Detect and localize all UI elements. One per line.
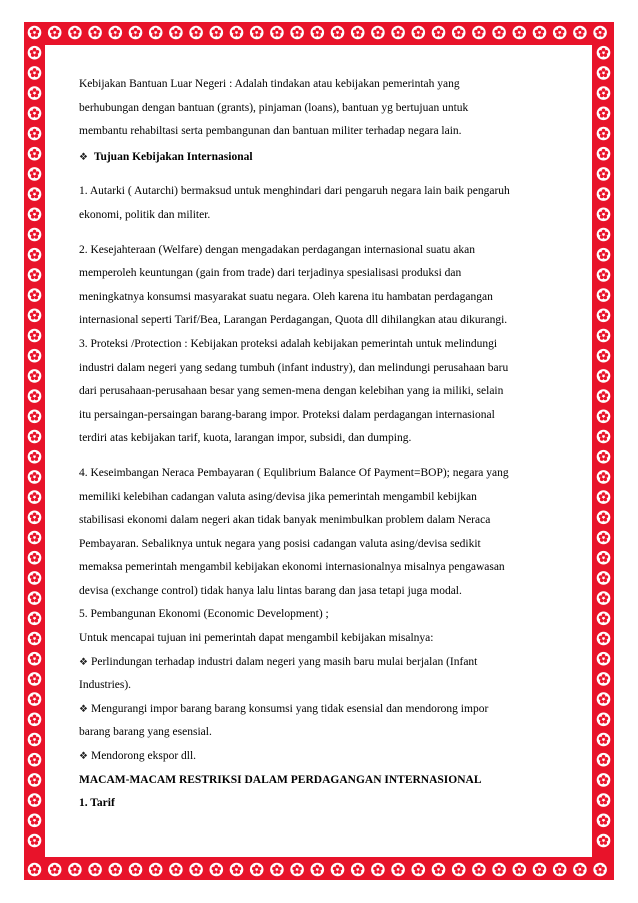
intro-line-2: berhubungan dengan bantuan (grants), pinjaman (loans), bantuan yg bertujuan untuk xyxy=(79,101,469,114)
flower-motif-icon xyxy=(371,26,385,40)
flower-motif-icon xyxy=(391,863,405,877)
flower-motif-icon xyxy=(432,26,446,40)
flower-motif-icon xyxy=(597,773,611,787)
item4-line-3: stabilisasi ekonomi dalam negeri akan tidak banyak menimbulkan problem dalam Neraca xyxy=(79,514,491,527)
flower-motif-icon xyxy=(28,127,42,141)
flower-motif-icon xyxy=(189,863,203,877)
heading-tarif-text: 1. Tarif xyxy=(79,797,115,810)
flower-motif-icon xyxy=(28,329,42,343)
flower-motif-icon xyxy=(311,863,325,877)
flower-motif-icon xyxy=(597,692,611,706)
flower-motif-icon xyxy=(492,863,506,877)
flower-motif-icon xyxy=(597,834,611,848)
flower-motif-icon xyxy=(28,814,42,828)
flower-motif-icon xyxy=(28,531,42,545)
document-body xyxy=(79,73,569,816)
flower-motif-icon xyxy=(597,268,611,282)
flower-motif-icon xyxy=(597,46,611,60)
flower-motif-icon xyxy=(28,773,42,787)
item4-line-4: Pembayaran. Sebaliknya untuk negara yang posisi cadangan valuta asing/devisa sedikit xyxy=(79,537,481,550)
item3-line-1: 3. Proteksi /Protection : Kebijakan proteksi adalah kebijakan pemerintah untuk melindungi xyxy=(79,337,498,350)
flower-motif-icon xyxy=(597,369,611,383)
flower-motif-icon xyxy=(28,349,42,363)
flower-motif-icon xyxy=(28,511,42,525)
flower-motif-icon xyxy=(28,26,42,40)
flower-motif-icon xyxy=(28,612,42,626)
bullet-text: Mendorong ekspor dll. xyxy=(90,750,197,763)
bullet-1-line-1 xyxy=(79,651,569,675)
flower-motif-icon xyxy=(270,26,284,40)
flower-motif-icon xyxy=(597,187,611,201)
flower-motif-icon xyxy=(28,863,42,877)
heading-tarif xyxy=(79,792,569,816)
item5-line-2: Untuk mencapai tujuan ini pemerintah dapat mengambil kebijakan misalnya: xyxy=(79,632,434,645)
flower-motif-icon xyxy=(351,26,365,40)
flower-motif-icon xyxy=(28,309,42,323)
flower-motif-icon xyxy=(597,329,611,343)
flower-motif-icon xyxy=(351,863,365,877)
flower-motif-icon xyxy=(149,26,163,40)
flower-motif-icon xyxy=(28,430,42,444)
flower-motif-icon xyxy=(597,430,611,444)
flower-motif-icon xyxy=(597,753,611,767)
flower-motif-icon xyxy=(573,26,587,40)
flower-motif-icon xyxy=(28,147,42,161)
item4-line-2: memiliki kelebihan cadangan valuta asing/devisa jika pemerintah mengambil kebijkan xyxy=(79,490,477,503)
intro-line-3: membantu rehabiltasi serta pembangunan dan bantuan militer terhadap negara lain. xyxy=(79,125,462,138)
flower-motif-icon xyxy=(597,713,611,727)
flower-motif-icon xyxy=(28,107,42,121)
item2-line-4: internasional seperti Tarif/Bea, Larangan Perdagangan, Quota dll dihilangkan atau dikurangi. xyxy=(79,314,508,327)
flower-motif-icon xyxy=(593,26,607,40)
flower-motif-icon xyxy=(597,490,611,504)
flower-motif-icon xyxy=(28,571,42,585)
flower-motif-icon xyxy=(28,753,42,767)
flower-motif-icon xyxy=(28,713,42,727)
flower-motif-icon xyxy=(28,187,42,201)
flower-motif-icon xyxy=(533,26,547,40)
flower-motif-icon xyxy=(597,228,611,242)
item3-line-4: itu persaingan-persaingan barang-barang impor. Proteksi dalam perdagangan internasional xyxy=(79,408,495,421)
flower-motif-icon xyxy=(331,26,345,40)
flower-motif-icon xyxy=(28,551,42,565)
flower-motif-icon xyxy=(88,26,102,40)
flower-motif-icon xyxy=(597,248,611,262)
diamond-bullet-icon: ❖ xyxy=(79,656,88,668)
flower-motif-icon xyxy=(28,208,42,222)
flower-motif-icon xyxy=(597,470,611,484)
flower-motif-icon xyxy=(597,511,611,525)
flower-motif-icon xyxy=(597,733,611,747)
flower-motif-icon xyxy=(311,26,325,40)
flower-motif-icon xyxy=(597,632,611,646)
flower-motif-icon xyxy=(597,167,611,181)
flower-motif-icon xyxy=(597,107,611,121)
flower-motif-icon xyxy=(210,26,224,40)
flower-motif-icon xyxy=(331,863,345,877)
item5-line-1: 5. Pembangunan Ekonomi (Economic Development) ; xyxy=(79,608,329,621)
flower-motif-icon xyxy=(48,863,62,877)
flower-motif-icon xyxy=(28,834,42,848)
flower-motif-icon xyxy=(230,26,244,40)
flower-motif-icon xyxy=(169,26,183,40)
flower-motif-icon xyxy=(109,26,123,40)
flower-motif-icon xyxy=(593,863,607,877)
flower-motif-icon xyxy=(597,288,611,302)
item4-line-1: 4. Keseimbangan Neraca Pembayaran ( Equlibrium Balance Of Payment=BOP); negara yang xyxy=(79,466,509,479)
flower-motif-icon xyxy=(28,66,42,80)
flower-motif-icon xyxy=(28,733,42,747)
flower-motif-icon xyxy=(28,692,42,706)
flower-motif-icon xyxy=(28,410,42,424)
flower-motif-icon xyxy=(28,632,42,646)
item3-line-5: terdiri atas kebijakan tarif, kuota, larangan impor, subsidi, dan dumping. xyxy=(79,432,412,445)
item2-line-3: meningkatnya konsumsi masyarakat suatu negara. Oleh karena itu hambatan perdagangan xyxy=(79,290,493,303)
flower-motif-icon xyxy=(597,127,611,141)
flower-motif-icon xyxy=(597,66,611,80)
flower-motif-icon xyxy=(597,410,611,424)
item4-line-5: memaksa pemerintah mengambil kebijakan ekonomi internasionalnya misalnya pengawasan xyxy=(79,561,505,574)
diamond-bullet-icon: ❖ xyxy=(79,751,88,763)
flower-motif-icon xyxy=(28,470,42,484)
flower-motif-icon xyxy=(28,793,42,807)
flower-motif-icon xyxy=(597,531,611,545)
item2-line-2: memperoleh keuntungan (gain from trade) dari terjadinya spesialisasi produksi dan xyxy=(79,267,462,280)
flower-motif-icon xyxy=(371,863,385,877)
flower-motif-icon xyxy=(48,26,62,40)
flower-motif-icon xyxy=(597,147,611,161)
flower-motif-icon xyxy=(28,450,42,464)
flower-motif-icon xyxy=(391,26,405,40)
flower-motif-icon xyxy=(533,863,547,877)
diamond-bullet-icon: ❖ xyxy=(79,703,88,715)
flower-motif-icon xyxy=(129,26,143,40)
flower-motif-icon xyxy=(553,26,567,40)
heading-macam-text: MACAM-MACAM RESTRIKSI DALAM PERDAGANGAN INTERNASIONAL xyxy=(79,773,482,786)
flower-motif-icon xyxy=(553,863,567,877)
flower-motif-icon xyxy=(290,863,304,877)
flower-motif-icon xyxy=(28,490,42,504)
bullet-1-line-2: Industries). xyxy=(79,679,132,692)
diamond-bullet-icon: ❖ xyxy=(79,151,88,163)
flower-motif-icon xyxy=(597,349,611,363)
flower-motif-icon xyxy=(149,863,163,877)
flower-motif-icon xyxy=(412,863,426,877)
flower-motif-icon xyxy=(492,26,506,40)
flower-motif-icon xyxy=(597,612,611,626)
flower-motif-icon xyxy=(250,26,264,40)
flower-motif-icon xyxy=(28,248,42,262)
flower-motif-icon xyxy=(573,863,587,877)
flower-motif-icon xyxy=(28,86,42,100)
flower-motif-icon xyxy=(28,652,42,666)
bullet-3-line-1 xyxy=(79,745,569,769)
flower-motif-icon xyxy=(250,863,264,877)
item1-line-1: 1. Autarki ( Autarchi) bermaksud untuk menghindari dari pengaruh negara lain baik pengaruh xyxy=(79,185,510,198)
flower-motif-icon xyxy=(68,863,82,877)
flower-motif-icon xyxy=(290,26,304,40)
flower-motif-icon xyxy=(513,26,527,40)
section-heading xyxy=(79,146,569,170)
flower-motif-icon xyxy=(597,86,611,100)
item1-line-2: ekonomi, politik dan militer. xyxy=(79,208,211,221)
flower-motif-icon xyxy=(28,369,42,383)
flower-motif-icon xyxy=(597,814,611,828)
flower-motif-icon xyxy=(597,571,611,585)
flower-motif-icon xyxy=(210,863,224,877)
flower-motif-icon xyxy=(597,309,611,323)
flower-motif-icon xyxy=(452,26,466,40)
item2-line-1: 2. Kesejahteraan (Welfare) dengan mengadakan perdagangan internasional suatu akan xyxy=(79,243,475,256)
intro-line-1: Kebijakan Bantuan Luar Negeri : Adalah tindakan atau kebijakan pemerintah yang xyxy=(79,78,460,90)
flower-motif-icon xyxy=(270,863,284,877)
flower-motif-icon xyxy=(597,672,611,686)
flower-motif-icon xyxy=(28,672,42,686)
flower-motif-icon xyxy=(28,46,42,60)
flower-motif-icon xyxy=(169,863,183,877)
item3-line-3: dari perusahaan-perusahaan besar yang semen-mena dengan kelebihan yang ia miliki, selain xyxy=(79,385,504,398)
item3-line-2: industri dalam negeri yang sedang tumbuh (infant industry), dan melindungi perusahaan baru xyxy=(79,361,509,374)
flower-motif-icon xyxy=(28,228,42,242)
flower-motif-icon xyxy=(412,26,426,40)
flower-motif-icon xyxy=(472,863,486,877)
flower-motif-icon xyxy=(597,793,611,807)
flower-motif-icon xyxy=(28,389,42,403)
flower-motif-icon xyxy=(189,26,203,40)
flower-motif-icon xyxy=(597,551,611,565)
flower-motif-icon xyxy=(452,863,466,877)
flower-motif-icon xyxy=(597,208,611,222)
flower-motif-icon xyxy=(28,591,42,605)
section-heading-text: Tujuan Kebijakan Internasional xyxy=(93,150,253,163)
flower-motif-icon xyxy=(230,863,244,877)
item4-line-6: devisa (exchange control) tidak hanya lalu lintas barang dan jasa tetapi juga modal. xyxy=(79,584,462,597)
flower-motif-icon xyxy=(597,389,611,403)
flower-motif-icon xyxy=(432,863,446,877)
heading-macam xyxy=(79,769,569,793)
flower-motif-icon xyxy=(109,863,123,877)
flower-motif-icon xyxy=(597,591,611,605)
flower-motif-icon xyxy=(88,863,102,877)
bullet-text: Perlindungan terhadap industri dalam negeri yang masih baru mulai berjalan (Infant xyxy=(90,655,478,668)
flower-motif-icon xyxy=(28,167,42,181)
bullet-2-line-2: barang barang yang esensial. xyxy=(79,726,212,739)
bullet-2-line-1 xyxy=(79,698,569,722)
flower-motif-icon xyxy=(597,652,611,666)
flower-motif-icon xyxy=(129,863,143,877)
flower-motif-icon xyxy=(472,26,486,40)
flower-motif-icon xyxy=(513,863,527,877)
bullet-text: Mengurangi impor barang barang konsumsi yang tidak esensial dan mendorong impor xyxy=(90,702,489,715)
flower-motif-icon xyxy=(597,450,611,464)
flower-motif-icon xyxy=(68,26,82,40)
flower-motif-icon xyxy=(28,268,42,282)
flower-motif-icon xyxy=(28,288,42,302)
